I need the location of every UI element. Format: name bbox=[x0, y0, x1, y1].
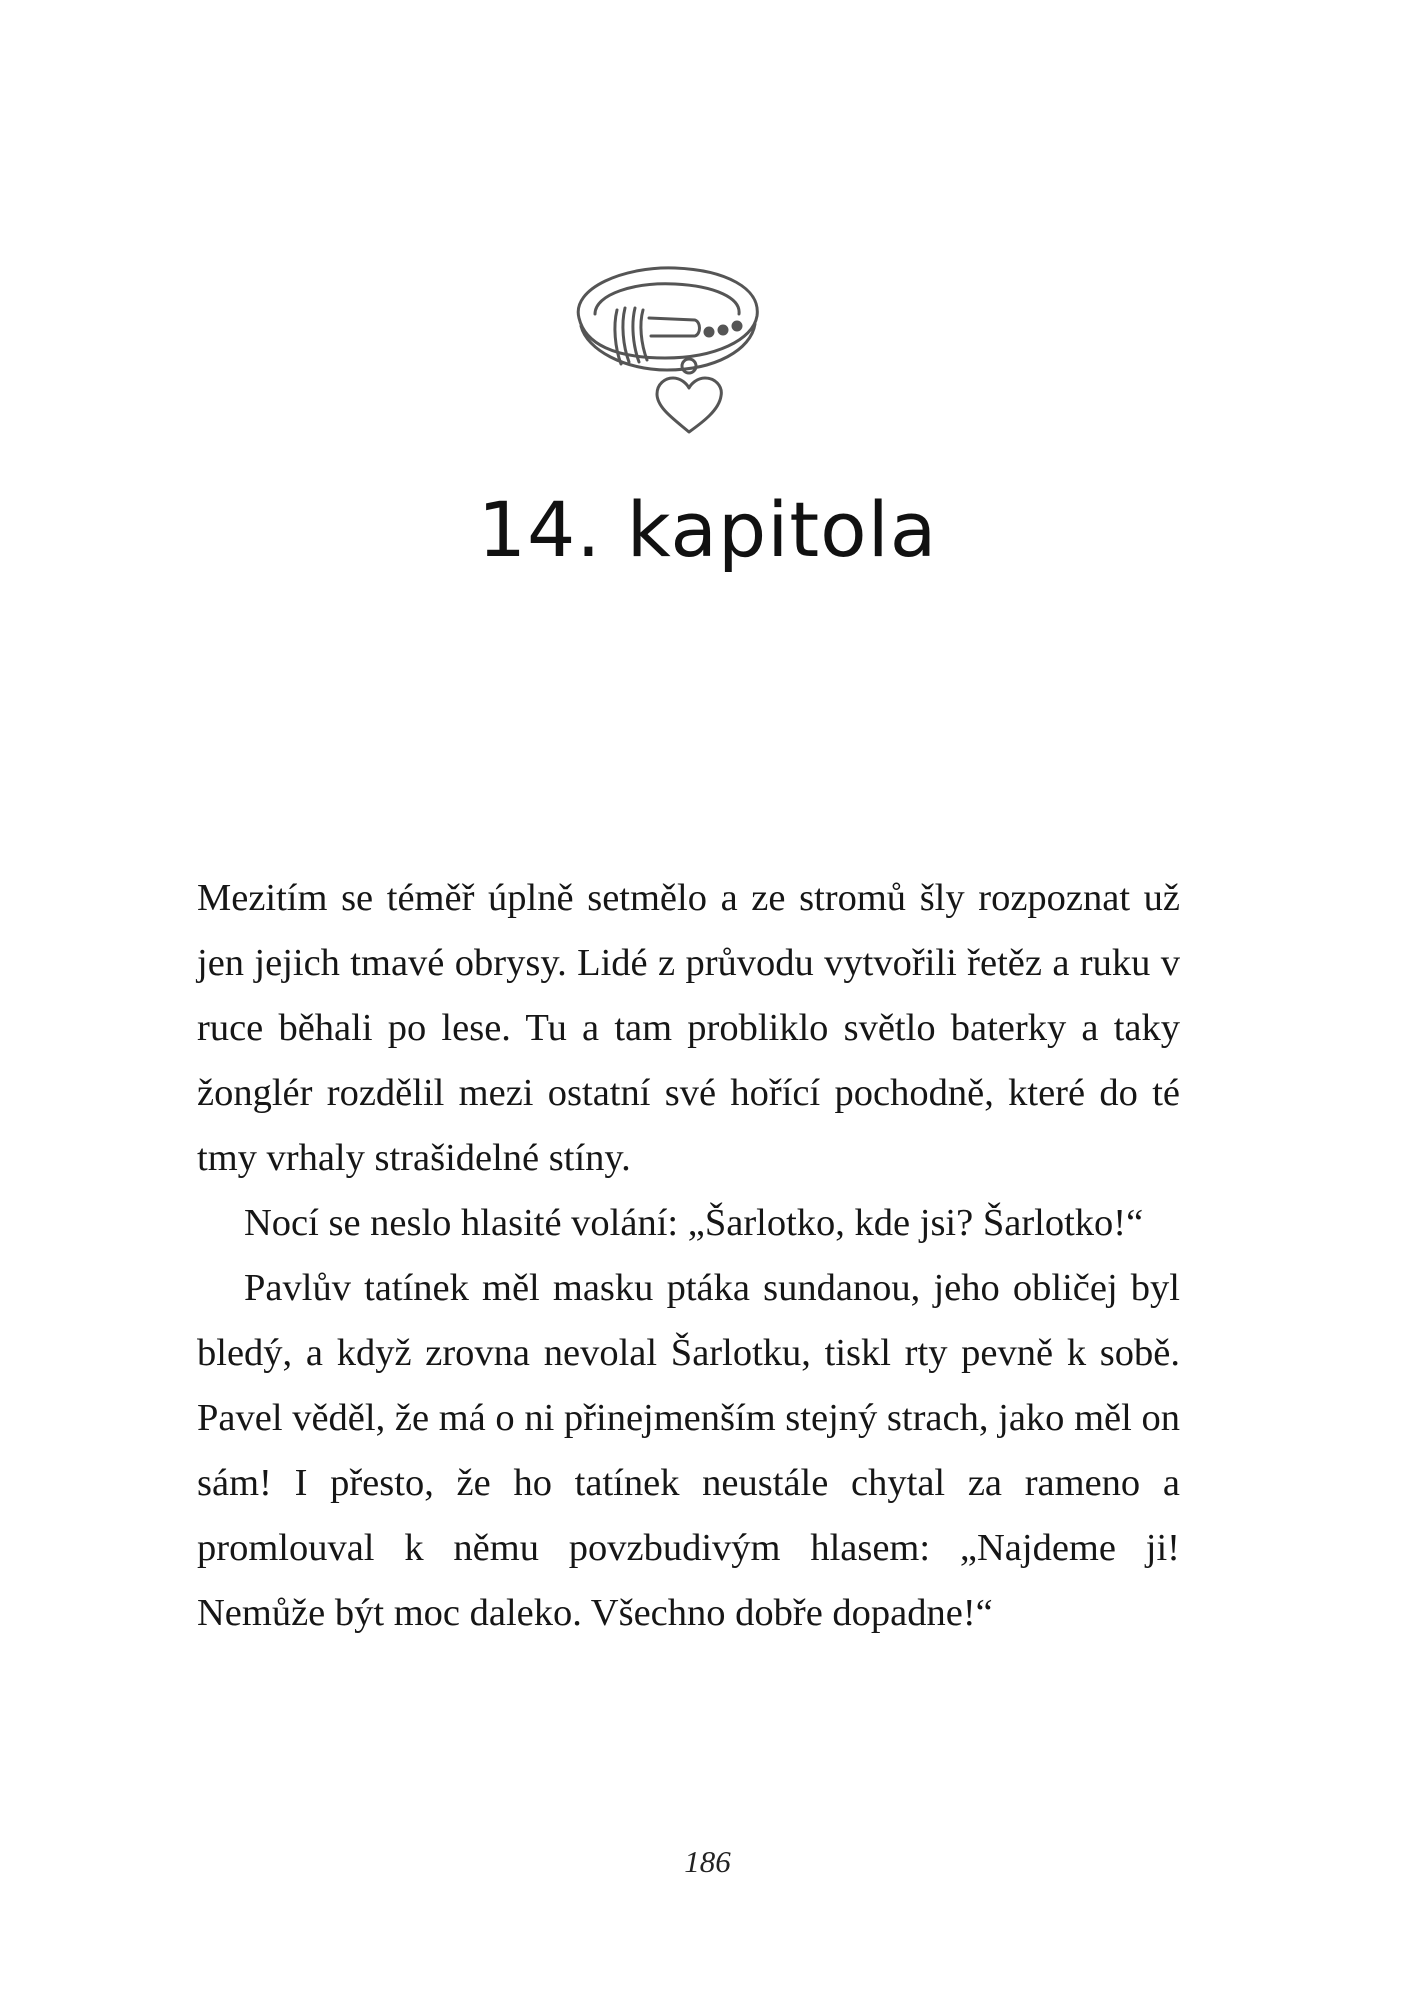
page-number: 186 bbox=[684, 1844, 731, 1879]
chapter-title: 14. kapitola bbox=[477, 485, 938, 574]
paragraph: Nocí se neslo hlasité volání: „Šarlotko, kde jsi? Šarlotko!“ bbox=[244, 1202, 1144, 1244]
paragraph: Mezitím se téměř úplně setmělo a ze stromů šly rozpoznat už jen jejich tmavé obrysy. Lidé z průvodu vytvořili řetěz a ruku v ruce běhali po lese. Tu a tam probliklo světlo baterky a taky žonglér rozdělil mezi ostatní své hořící pochodně, které do té tmy vrhaly strašidelné stíny. bbox=[197, 877, 1180, 1179]
chapter-body bbox=[197, 866, 1180, 1646]
paragraph: Pavlův tatínek měl masku ptáka sundanou, jeho obličej byl bledý, a když zrovna nevolal Šarlotku, tiskl rty pevně k sobě. Pavel věděl, že má o ni přinejmenším stejný strach, jako měl on sám! I přesto, že ho tatínek neustále chytal za rameno a promlouval k němu povzbudivým hlasem: „Najdeme ji! Nemůže být moc daleko. Všechno dobře dopadne!“ bbox=[197, 1267, 1180, 1634]
dog-collar-with-heart-tag-icon bbox=[565, 258, 765, 438]
